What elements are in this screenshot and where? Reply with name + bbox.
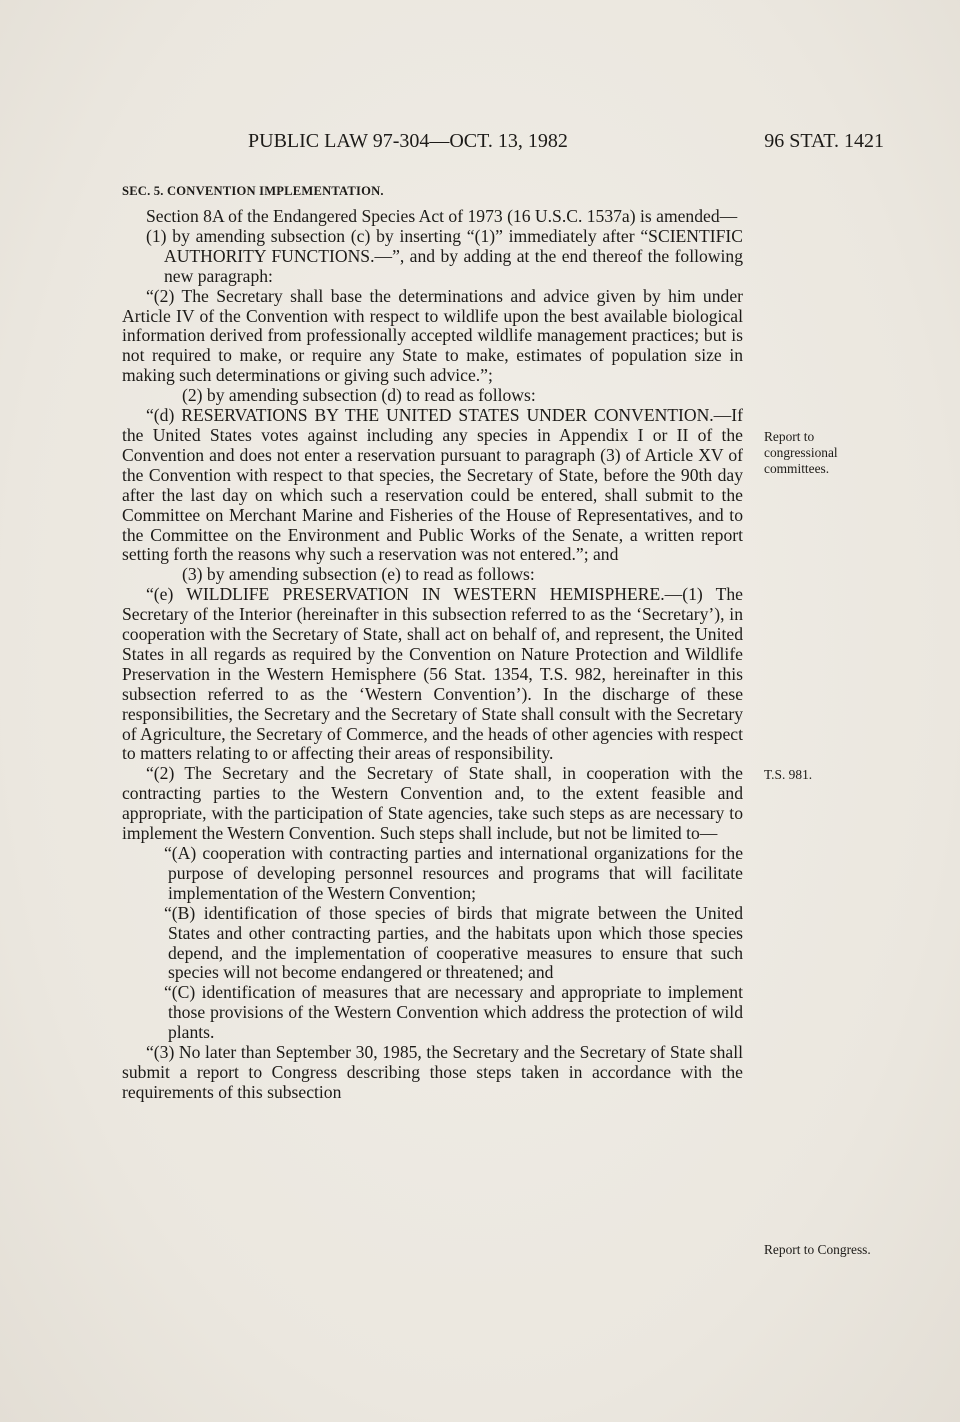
paragraph-new-text-e2: “(2) The Secretary and the Secretary of State shall, in cooperation with the contracting parties to the Western Convention and, to the extent feasible and appropriate, with the participation of State agencies, take such steps as are necessary to implement the Western Convention. Such steps shall include, but not be limited to— (122, 763, 743, 844)
paragraph-new-text-e3: “(3) No later than September 30, 1985, the Secretary and the Secretary of State shall submit a report to Congress describing those steps taken in accordance with the requirements of this subsection (122, 1042, 743, 1102)
page-header (122, 130, 884, 160)
margin-note-report-committees: Report to congressional committees. (764, 429, 838, 476)
margin-note-report-congress: Report to Congress. (764, 1242, 871, 1257)
section-heading: SEC. 5. CONVENTION IMPLEMENTATION. (122, 184, 384, 198)
paragraph-new-text-c2: “(2) The Secretary shall base the determinations and advice given by him under Article IV of the Convention with respect to wildlife upon the best available biological information derived from professionally accepted wildlife management practices; but is not required to make, or require any State to make, estimates of population size in making such determinations or giving such advice.”; (122, 285, 743, 386)
paragraph-clause-b: “(B) identification of those species of birds that migrate between the United States and other contracting parties, and the habitats upon which those species depend, and the implementation of cooperative measures to ensure that such species will not become endangered or threatened; and (164, 902, 743, 983)
paragraph-new-text-d: “(d) RESERVATIONS BY THE UNITED STATES UNDER CONVENTION.—If the United States votes against including any species in Appendix I or II of the Convention and does not enter a reservation pursuant to paragraph (3) of Article XV of the Convention with respect to that species, the Secretary of State, before the 90th day after the last day on which such a reservation could be entered, shall submit to the Committee on Merchant Marine and Fisheries of the House of Representatives, and to the Committee on the Environment and Public Works of the Senate, a written report setting forth the reasons why such a reservation was not entered.”; and (122, 405, 743, 565)
statute-page-number: 96 STAT. 1421 (764, 130, 884, 152)
paragraph-new-text-e1: “(e) WILDLIFE PRESERVATION IN WESTERN HEMISPHERE.—(1) The Secretary of the Interior (hereinafter in this subsection referred to as the ‘Secretary’), in cooperation with the Secretary of State, shall act on behalf of, and represent, the United States in all regards as required by the Convention on Nature Protection and Wildlife Preservation in the Western Hemisphere (56 Stat. 1354, T.S. 982, hereinafter in this subsection referred to as the ‘Western Convention’). In the discharge of these responsibilities, the Secretary and the Secretary of State shall consult with the Secretary of Agriculture, the Secretary of Commerce, and the heads of other agencies with respect to matters relating to or affecting their areas of responsibility. (122, 584, 743, 764)
margin-note-ts-981: T.S. 981. (764, 767, 813, 782)
paragraph-intro: Section 8A of the Endangered Species Act of 1973 (16 U.S.C. 1537a) is amended— (146, 206, 738, 226)
main-text (122, 183, 743, 1103)
paragraph-amendment-2: (2) by amending subsection (d) to read as follows: (182, 385, 536, 406)
paragraph-amendment-1: (1) by amending subsection (c) by inserting “(1)” immediately after “SCIENTIFIC AUTHORITY FUNCTIONS.—”, and by adding at the end thereof the following new paragraph: (146, 225, 743, 286)
paragraph-clause-a: “(A) cooperation with contracting parties and international organizations for the purpose of developing personnel resources and programs that will facilitate implementation of the Western Convention; (164, 843, 743, 903)
running-head: PUBLIC LAW 97-304—OCT. 13, 1982 (248, 130, 568, 152)
paragraph-clause-c: “(C) identification of measures that are necessary and appropriate to implement those provisions of the Western Convention which address the protection of wild plants. (164, 982, 743, 1043)
paragraph-amendment-3: (3) by amending subsection (e) to read as follows: (182, 564, 535, 585)
